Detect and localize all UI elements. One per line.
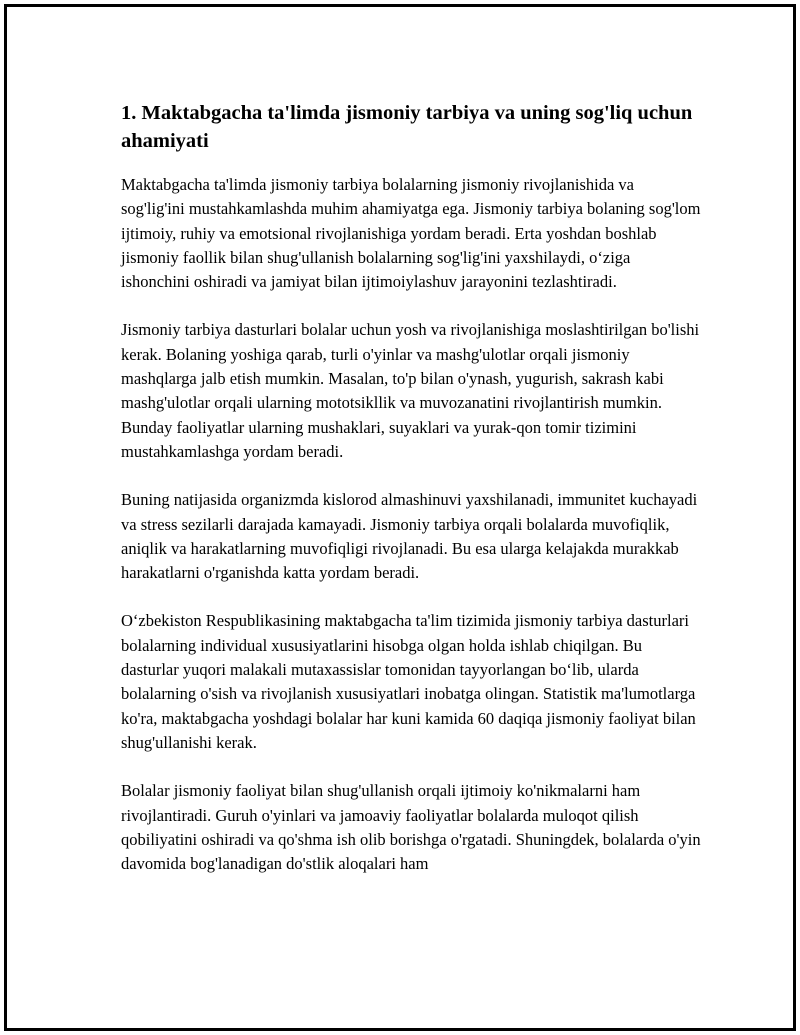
paragraph-1: Maktabgacha ta'limda jismoniy tarbiya bolalarning jismoniy rivojlanishida va sog'lig'ini mustahkamlashda muhim ahamiyatga ega. Jismoniy tarbiya bolaning sog'lom ijtimoiy, ruhiy va emotsional rivojlanishiga yordam beradi. Erta yoshdan boshlab jismoniy faollik bilan shug'ullanish bolalarning sog'lig'ini yaxshilaydi, o‘ziga ishonchini oshiradi va jamiyat bilan ijtimoiylashuv jarayonini tezlashtiradi. (121, 175, 701, 292)
paragraph-4: O‘zbekiston Respublikasining maktabgacha ta'lim tizimida jismoniy tarbiya dasturlari bolalarning individual xususiyatlarini hisobga olgan holda ishlab chiqilgan. Bu dasturlar yuqori malakali mutaxassislar tomonidan tayyorlangan bo‘lib, ularda bolalarning o'sish va rivojlanish xususiyatlari inobatga olingan. Statistik ma'lumotlarga ko'ra, maktabgacha yoshdagi bolalar har kuni kamida 60 daqiqa jismoniy faoliyat bilan shug'ullanishi kerak. (121, 611, 696, 752)
paragraph-2: Jismoniy tarbiya dasturlari bolalar uchun yosh va rivojlanishiga moslashtirilgan bo'lishi kerak. Bolaning yoshiga qarab, turli o'yinlar va mashg'ulotlar orqali jismoniy mashqlarga jalb etish mumkin. Masalan, to'p bilan o'ynash, yugurish, sakrash kabi mashg'ulotlar orqali ularning mototsikllik va muvozanatini rivojlantirish mumkin. Bunday faoliyatlar ularning mushaklari, suyaklari va yurak-qon tomir tizimini mustahkamlashga yordam beradi. (121, 320, 700, 461)
section-title: 1. Maktabgacha ta'limda jismoniy tarbiya va uning sog'liq uchun ahamiyati (121, 102, 693, 152)
paragraph-5: Bolalar jismoniy faoliyat bilan shug'ullanish orqali ijtimoiy ko'nikmalarni ham rivojlantiradi. Guruh o'yinlari va jamoaviy faoliyatlar bolalarda muloqot qilish qobiliyatini oshiradi va qo'shma ish olib borishga o'rgatadi. Shuningdek, bolalarda o'yin davomida bog'lanadigan do'stlik aloqalari ham (121, 781, 701, 874)
document-body (121, 99, 701, 900)
paragraph-3: Buning natijasida organizmda kislorod almashinuvi yaxshilanadi, immunitet kuchayadi va stress sezilarli darajada kamayadi. Jismoniy tarbiya orqali bolalarda muvofiqlik, aniqlik va harakatlarning muvofiqligi rivojlanadi. Bu esa ularga kelajakda murakkab harakatlarni o'rganishda katta yordam beradi. (121, 490, 698, 583)
document-page (4, 4, 796, 1031)
